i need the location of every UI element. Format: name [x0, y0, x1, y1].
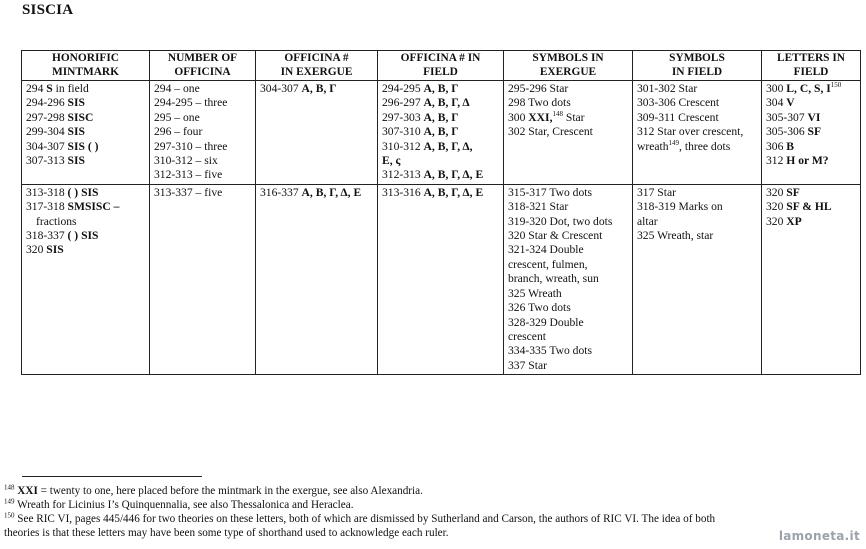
- cell-line: [154, 96, 251, 110]
- cell-text: branch, wreath, sun: [508, 272, 599, 286]
- column-header-line: IN FIELD: [671, 65, 723, 78]
- cell-line: [26, 125, 145, 139]
- column-header-line: SYMBOLS IN: [532, 52, 604, 64]
- footnote: [4, 526, 844, 540]
- cell-line: [637, 82, 757, 96]
- column-header-line: NUMBER OF: [167, 52, 238, 64]
- cell-text: 320: [766, 214, 787, 228]
- cell-text: in field: [52, 82, 89, 95]
- cell-text: 312-313: [382, 168, 424, 182]
- cell-text: 337 Star: [508, 358, 547, 372]
- cell-text: 313-337 – five: [154, 185, 223, 199]
- cell-line: [154, 186, 251, 200]
- cell-line: [637, 229, 757, 243]
- cell-bold-text: V: [786, 96, 795, 110]
- cell-text: fractions: [36, 214, 77, 228]
- table-cell: [150, 184, 256, 374]
- table-cell: [378, 184, 504, 374]
- cell-line: [154, 140, 251, 154]
- cell-bold-text: SMSISC –: [67, 200, 120, 214]
- table-row: [22, 184, 861, 374]
- cell-text: 296-297: [382, 96, 424, 110]
- cell-text: 304-307: [26, 139, 68, 153]
- cell-line: [766, 154, 856, 168]
- cell-text: crescent, fulmen,: [508, 257, 588, 271]
- column-header-line: MINTMARK: [51, 65, 120, 78]
- cell-line: [26, 154, 145, 168]
- footnote-number: 150: [4, 511, 15, 520]
- cell-text: 318-321 Star: [508, 200, 569, 214]
- footnote-text: See RIC VI, pages 445/446 for two theories on these letters, both of which are dismissed by Sutherland and Carson, the authors of RIC VI. The idea of both: [14, 513, 716, 525]
- cell-bold-text: ( ) SIS: [67, 185, 99, 199]
- cell-text: 303-306 Crescent: [637, 96, 720, 110]
- cell-text: 317 Star: [637, 185, 676, 199]
- column-header-line: IN EXERGUE: [280, 65, 353, 78]
- column-header: [633, 51, 762, 81]
- cell-line: [637, 125, 757, 139]
- cell-bold-text: VI: [807, 110, 821, 124]
- cell-text: 320: [26, 243, 47, 257]
- cell-text: 294 – one: [154, 82, 200, 95]
- cell-text: 320: [766, 200, 787, 214]
- cell-bold-text: A, B, Γ, Δ,: [423, 139, 473, 153]
- table-cell: [504, 184, 633, 374]
- cell-line: [637, 215, 757, 229]
- cell-text: 309-311 Crescent: [637, 110, 719, 124]
- cell-line: [260, 186, 373, 200]
- cell-line: [382, 96, 499, 110]
- cell-bold-text: B: [786, 139, 795, 153]
- watermark: lamoneta.it: [778, 529, 860, 543]
- cell-line: [637, 186, 757, 200]
- cell-line: [26, 186, 145, 200]
- cell-text: 328-329 Double: [508, 315, 584, 329]
- footnote-divider: [22, 476, 202, 477]
- cell-line: [508, 258, 628, 272]
- cell-line: [154, 168, 251, 182]
- cell-text: 321-324 Double: [508, 243, 584, 257]
- cell-text: 306: [766, 139, 787, 153]
- cell-line: [766, 111, 856, 125]
- cell-text: 300: [766, 82, 787, 95]
- cell-line: [637, 96, 757, 110]
- cell-line: [26, 82, 145, 96]
- cell-text: , three dots: [679, 139, 731, 153]
- cell-text: 297-310 – three: [154, 139, 228, 153]
- cell-line: [154, 111, 251, 125]
- cell-bold-text: SIS: [46, 243, 64, 257]
- cell-bold-text: E, ς: [382, 154, 401, 168]
- cell-line: [508, 330, 628, 344]
- cell-text: 318-319 Marks on: [637, 200, 723, 214]
- cell-text: 304-307: [260, 82, 302, 95]
- cell-line: [508, 359, 628, 373]
- cell-line: [637, 111, 757, 125]
- cell-line: [508, 111, 628, 125]
- table-cell: [22, 184, 150, 374]
- cell-text: 307-310: [382, 125, 424, 139]
- cell-line: [766, 82, 856, 96]
- cell-line: [382, 168, 499, 182]
- cell-line: [766, 125, 856, 139]
- cell-text: altar: [637, 214, 658, 228]
- cell-line: [508, 186, 628, 200]
- cell-line: [508, 301, 628, 315]
- cell-text: 295 – one: [154, 110, 200, 124]
- cell-text: 305-306: [766, 125, 808, 139]
- cell-line: [508, 287, 628, 301]
- cell-text: 310-312 – six: [154, 154, 218, 168]
- page-title: SISCIA: [22, 2, 74, 18]
- cell-text: 304: [766, 96, 787, 110]
- cell-text: crescent: [508, 329, 546, 343]
- cell-bold-text: A, B, Γ, Δ, E: [423, 185, 484, 199]
- cell-line: [26, 96, 145, 110]
- cell-line: [508, 316, 628, 330]
- cell-text: 318-337: [26, 229, 68, 243]
- column-header: [150, 51, 256, 81]
- cell-text: 307-313: [26, 154, 68, 168]
- cell-line: [382, 154, 499, 168]
- cell-text: 315-317 Two dots: [508, 185, 592, 199]
- footnote: [4, 498, 844, 512]
- cell-line: [637, 200, 757, 214]
- cell-text: 317-318: [26, 200, 68, 214]
- cell-bold-text: ( ) SIS: [67, 229, 99, 243]
- cell-line: [766, 96, 856, 110]
- cell-line: [766, 200, 856, 214]
- table-cell: [762, 81, 861, 185]
- table-cell: [633, 81, 762, 185]
- cell-text: 312-313 – five: [154, 168, 223, 182]
- cell-line: [26, 200, 145, 214]
- cell-text: 299-304: [26, 125, 68, 139]
- table-body: [22, 81, 861, 375]
- cell-text: 320 Star & Crescent: [508, 229, 603, 243]
- cell-text: 297-298: [26, 110, 68, 124]
- column-header: [762, 51, 861, 81]
- cell-line: [154, 82, 251, 96]
- cell-text: 298 Two dots: [508, 96, 571, 110]
- cell-line: [766, 186, 856, 200]
- cell-line: [508, 272, 628, 286]
- cell-bold-text: A, B, Γ: [423, 110, 459, 124]
- cell-line: [508, 200, 628, 214]
- cell-bold-text: SIS: [67, 125, 85, 139]
- cell-line: [766, 140, 856, 154]
- cell-bold-text: A, B, Γ: [423, 82, 459, 95]
- cell-line: [382, 186, 499, 200]
- column-header-line: OFFICINA: [174, 65, 231, 78]
- table-cell: [378, 81, 504, 185]
- footnote-ref: 148: [552, 109, 563, 118]
- cell-text: 297-303: [382, 110, 424, 124]
- cell-line: [508, 215, 628, 229]
- cell-text: 325 Wreath, star: [637, 229, 714, 243]
- table-cell: [762, 184, 861, 374]
- cell-line: [26, 140, 145, 154]
- table-header-row: [22, 51, 861, 81]
- cell-text: 300: [508, 110, 529, 124]
- cell-line: [508, 96, 628, 110]
- cell-text: 319-320 Dot, two dots: [508, 214, 613, 228]
- column-header-line: FIELD: [423, 65, 458, 78]
- cell-text: 295-296 Star: [508, 82, 569, 95]
- cell-text: 325 Wreath: [508, 286, 562, 300]
- cell-text: 302 Star, Crescent: [508, 125, 593, 139]
- cell-bold-text: A, B, Γ, Δ, E: [423, 168, 484, 182]
- cell-line: [508, 229, 628, 243]
- cell-line: [154, 154, 251, 168]
- cell-text: 312: [766, 154, 787, 168]
- cell-text: 334-335 Two dots: [508, 344, 592, 358]
- mintmark-table: [21, 50, 861, 375]
- column-header-line: EXERGUE: [539, 65, 597, 78]
- footnote-ref: 149: [668, 138, 680, 147]
- cell-line: [508, 82, 628, 96]
- cell-bold-text: L, C, S, I: [786, 82, 831, 95]
- table-cell: [256, 81, 378, 185]
- column-header-line: SYMBOLS: [669, 52, 725, 64]
- table-cell: [504, 81, 633, 185]
- cell-bold-text: SF: [807, 125, 822, 139]
- cell-bold-text: A, B, Γ, Δ, E: [301, 185, 362, 199]
- cell-bold-text: SF: [786, 185, 800, 199]
- table-cell: [150, 81, 256, 185]
- cell-line: [508, 243, 628, 257]
- cell-line: [766, 215, 856, 229]
- cell-line: [26, 111, 145, 125]
- cell-line: [508, 344, 628, 358]
- cell-text: 326 Two dots: [508, 301, 571, 315]
- cell-text: 313-318: [26, 185, 68, 199]
- footnote-text: = twenty to one, here placed before the mintmark in the exergue, see also Alexandria.: [37, 485, 423, 497]
- table-cell: [633, 184, 762, 374]
- cell-line: [508, 125, 628, 139]
- column-header-line: OFFICINA # IN: [400, 52, 481, 64]
- table-cell: [256, 184, 378, 374]
- column-header-line: HONORIFIC: [51, 52, 120, 64]
- cell-bold-text: S: [46, 82, 53, 95]
- cell-line: [154, 125, 251, 139]
- footnote-number: 148: [4, 483, 15, 492]
- cell-line: [382, 111, 499, 125]
- cell-text: 296 – four: [154, 125, 203, 139]
- cell-bold-text: SIS: [67, 154, 85, 168]
- column-header: [378, 51, 504, 81]
- cell-line: [260, 82, 373, 96]
- cell-bold-text: A, B, Γ: [301, 82, 337, 95]
- cell-text: 301-302 Star: [637, 82, 698, 95]
- cell-line: [382, 82, 499, 96]
- column-header: [256, 51, 378, 81]
- cell-bold-text: SIS ( ): [67, 139, 99, 153]
- cell-bold-text: SIS: [67, 96, 85, 110]
- footnote-text: Wreath for Licinius I’s Quinquennalia, see also Thessalonica and Heraclea.: [14, 499, 354, 511]
- column-header: [504, 51, 633, 81]
- cell-bold-text: A, B, Γ: [423, 125, 459, 139]
- cell-bold-text: ,: [549, 110, 553, 124]
- cell-bold-text: SISC: [67, 110, 94, 124]
- cell-text: 320: [766, 185, 787, 199]
- cell-text: 305-307: [766, 110, 808, 124]
- footnotes: [4, 484, 844, 540]
- table-cell: [22, 81, 150, 185]
- cell-text: 294-295 – three: [154, 96, 228, 110]
- cell-text: 294-295: [382, 82, 424, 95]
- column-header-line: OFFICINA #: [284, 52, 349, 64]
- cell-text: 294-296: [26, 96, 68, 110]
- footnote: [4, 484, 844, 498]
- cell-bold-text: H or M?: [786, 154, 829, 168]
- footnote-bold-text: XXI: [17, 485, 38, 497]
- cell-line: [637, 140, 757, 154]
- cell-text: 310-312: [382, 139, 424, 153]
- column-header-line: LETTERS IN: [776, 52, 846, 64]
- cell-text: 316-337: [260, 185, 302, 199]
- footnote-text: theories is that these letters may have been some type of shorthand used to acknowledge each ruler.: [4, 527, 449, 539]
- footnote-number: 149: [4, 497, 15, 506]
- cell-text: Star: [562, 110, 585, 124]
- cell-bold-text: XXI: [528, 110, 550, 124]
- cell-line: [382, 140, 499, 154]
- table-row: [22, 81, 861, 185]
- cell-line: [382, 125, 499, 139]
- cell-text: wreath: [637, 139, 669, 153]
- cell-line: [26, 243, 145, 257]
- cell-line: [26, 229, 145, 243]
- cell-bold-text: XP: [786, 214, 802, 228]
- cell-text: 294: [26, 82, 47, 95]
- cell-bold-text: SF & HL: [786, 200, 832, 214]
- cell-bold-text: A, B, Γ, Δ: [423, 96, 470, 110]
- footnote-ref: 150: [830, 81, 842, 90]
- column-header-line: FIELD: [793, 65, 829, 78]
- footnote: [4, 512, 844, 526]
- cell-line: [26, 215, 145, 229]
- cell-text: 313-316: [382, 185, 424, 199]
- column-header: [22, 51, 150, 81]
- cell-text: 312 Star over crescent,: [637, 125, 744, 139]
